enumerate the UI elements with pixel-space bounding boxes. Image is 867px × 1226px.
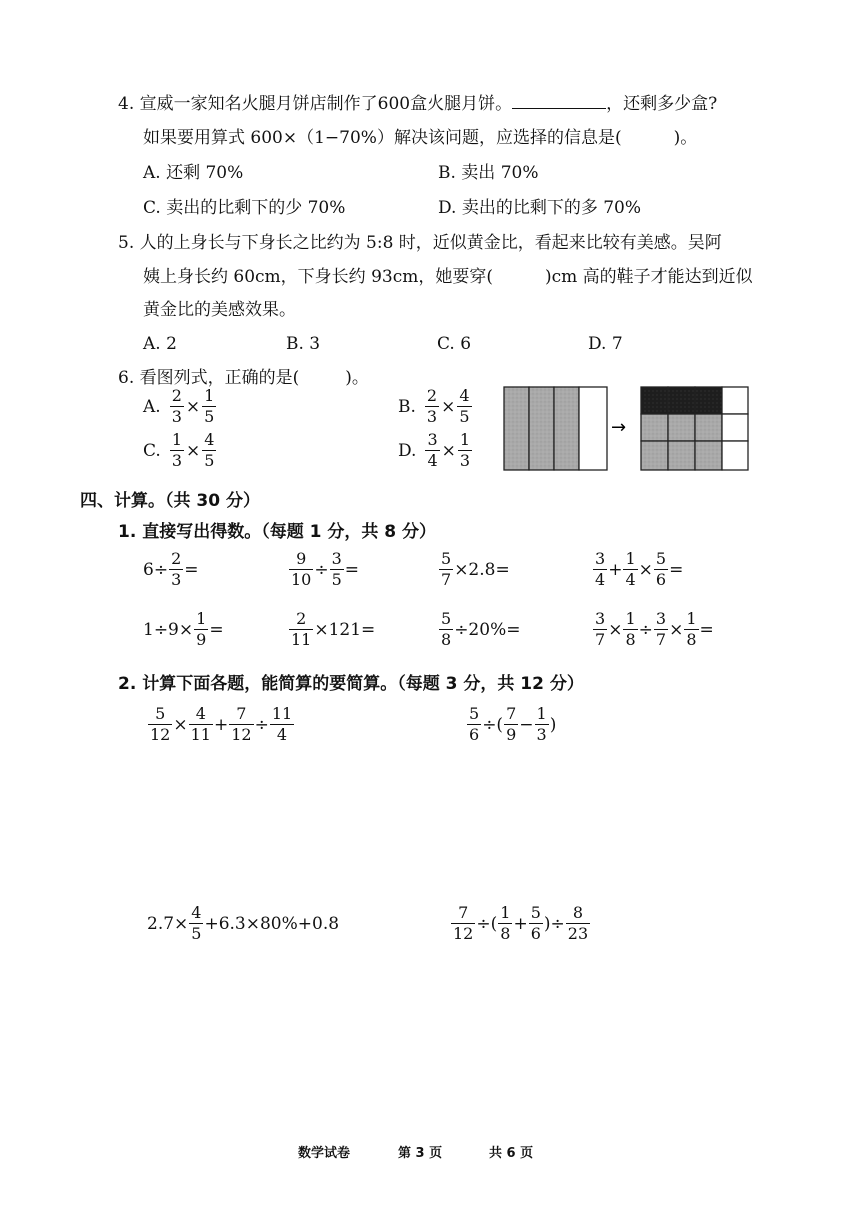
q6-option-b: B. $\frac{2}{3}$ × $\frac{4}{5}$ <box>398 386 470 426</box>
oral-item-5[interactable]: 1÷9× 1 9 = <box>143 609 224 649</box>
oral-item-1[interactable]: 6÷ 2 3 = <box>143 549 199 589</box>
oral-item-4[interactable]: 3 4 + 1 4 × 5 6 = <box>595 549 684 589</box>
left-shaded-col-2 <box>529 387 554 470</box>
q4-blank[interactable] <box>512 92 606 109</box>
left-shaded-col-3 <box>554 387 579 470</box>
fraction: $\frac{1}{3}$ <box>459 430 471 470</box>
q4-line1: 4. 宣威一家知名火腿月饼店制作了600盒火腿月饼。 ，还剩多少盒? <box>118 94 718 114</box>
section4-title: 四、计算。（共 30 分） <box>80 491 260 511</box>
calc-item-3[interactable]: 2.7× 4 5 +6.3×80%+0.8 <box>147 903 340 943</box>
dark-cell <box>641 387 668 414</box>
oral-item-8[interactable]: 3 7 × 1 8 ÷ 3 7 × 1 8 = <box>595 609 714 649</box>
footer-total: 共 6 页 <box>489 1146 534 1161</box>
q6-option-d: D. $\frac{3}{4}$ × $\frac{1}{3}$ <box>398 430 471 470</box>
q5-option-b: B. 3 <box>286 334 321 354</box>
q6-option-a: A. $\frac{2}{3}$ × $\frac{1}{5}$ <box>143 386 215 426</box>
shaded-cell <box>641 414 668 441</box>
oral-item-7[interactable]: 5 8 ÷20%= <box>441 609 521 649</box>
q4-number: 4. <box>118 94 135 114</box>
shaded-cell <box>668 441 695 470</box>
left-bar-model <box>504 387 607 470</box>
section4-q1-title: 1. 直接写出得数。（每题 1 分，共 8 分） <box>118 522 437 542</box>
oral-item-2[interactable]: 9 10 ÷ 3 5 = <box>291 549 360 589</box>
q5-option-a: A. 2 <box>143 334 177 354</box>
left-shaded-col-1 <box>504 387 529 470</box>
q4-option-d: D. 卖出的比剩下的多 70% <box>438 198 642 218</box>
calc-item-4[interactable]: 7 12 ÷( 1 8 + 5 6 )÷ 8 23 <box>453 903 589 943</box>
shaded-cell <box>668 414 695 441</box>
dark-cell <box>695 387 722 414</box>
fraction: $\frac{2}{3}$ <box>171 386 182 426</box>
empty-cell <box>722 414 748 441</box>
fraction: $\frac{4}{5}$ <box>459 386 470 426</box>
oral-item-3[interactable]: 5 7 ×2.8= <box>441 549 510 589</box>
q4-option-a: A. 还剩 70% <box>143 163 244 183</box>
empty-cell <box>722 387 748 414</box>
right-grid-model <box>641 387 748 470</box>
fraction: $\frac{1}{3}$ <box>171 430 182 470</box>
footer-subject: 数学试卷 <box>298 1146 351 1161</box>
q5-number: 5. <box>118 233 135 253</box>
left-empty-col-4 <box>579 387 607 470</box>
oral-item-6[interactable]: 2 11 ×121= <box>291 609 376 649</box>
fraction: $\frac{2}{3}$ <box>426 386 438 426</box>
q5-line2: 姨上身长约 60cm，下身长约 93cm，她要穿( )cm 高的鞋子才能达到近似 <box>143 267 753 287</box>
section4-q2-title: 2. 计算下面各题，能简算的要简算。（每题 3 分，共 12 分） <box>118 674 584 694</box>
fraction: $\frac{3}{4}$ <box>427 430 438 470</box>
fraction: $\frac{1}{5}$ <box>204 386 215 426</box>
q6-stem: 6. 看图列式，正确的是( )。 <box>118 368 369 388</box>
q4-option-c: C. 卖出的比剩下的少 70% <box>143 198 346 218</box>
q6-option-c: C. $\frac{1}{3}$ × $\frac{4}{5}$ <box>143 430 215 470</box>
shaded-cell <box>695 414 722 441</box>
arrow-icon: → <box>611 417 627 438</box>
calc-item-2[interactable]: 5 6 ÷( 7 9 − 1 3 ) <box>469 704 557 744</box>
q6-figure <box>500 385 752 473</box>
footer-page: 第 3 页 <box>398 1146 443 1161</box>
calc-item-1[interactable]: 5 12 × 4 11 + 7 12 ÷ 11 4 <box>150 704 293 744</box>
q6-number: 6. <box>118 368 135 388</box>
q4-option-b: B. 卖出 70% <box>438 163 539 183</box>
shaded-cell <box>641 441 668 470</box>
q5-line3: 黄金比的美感效果。 <box>143 300 296 320</box>
q5-option-c: C. 6 <box>437 334 472 354</box>
q5-option-d: D. 7 <box>588 334 623 354</box>
fraction: $\frac{4}{5}$ <box>204 430 215 470</box>
shaded-cell <box>695 441 722 470</box>
q4-line2: 如果要用算式 600×（1−70%）解决该问题，应选择的信息是( )。 <box>143 128 698 148</box>
empty-cell <box>722 441 748 470</box>
q5-line1: 5. 人的上身长与下身长之比约为 5:8 时，近似黄金比，看起来比较有美感。吴阿 <box>118 233 722 253</box>
dark-cell <box>668 387 695 414</box>
